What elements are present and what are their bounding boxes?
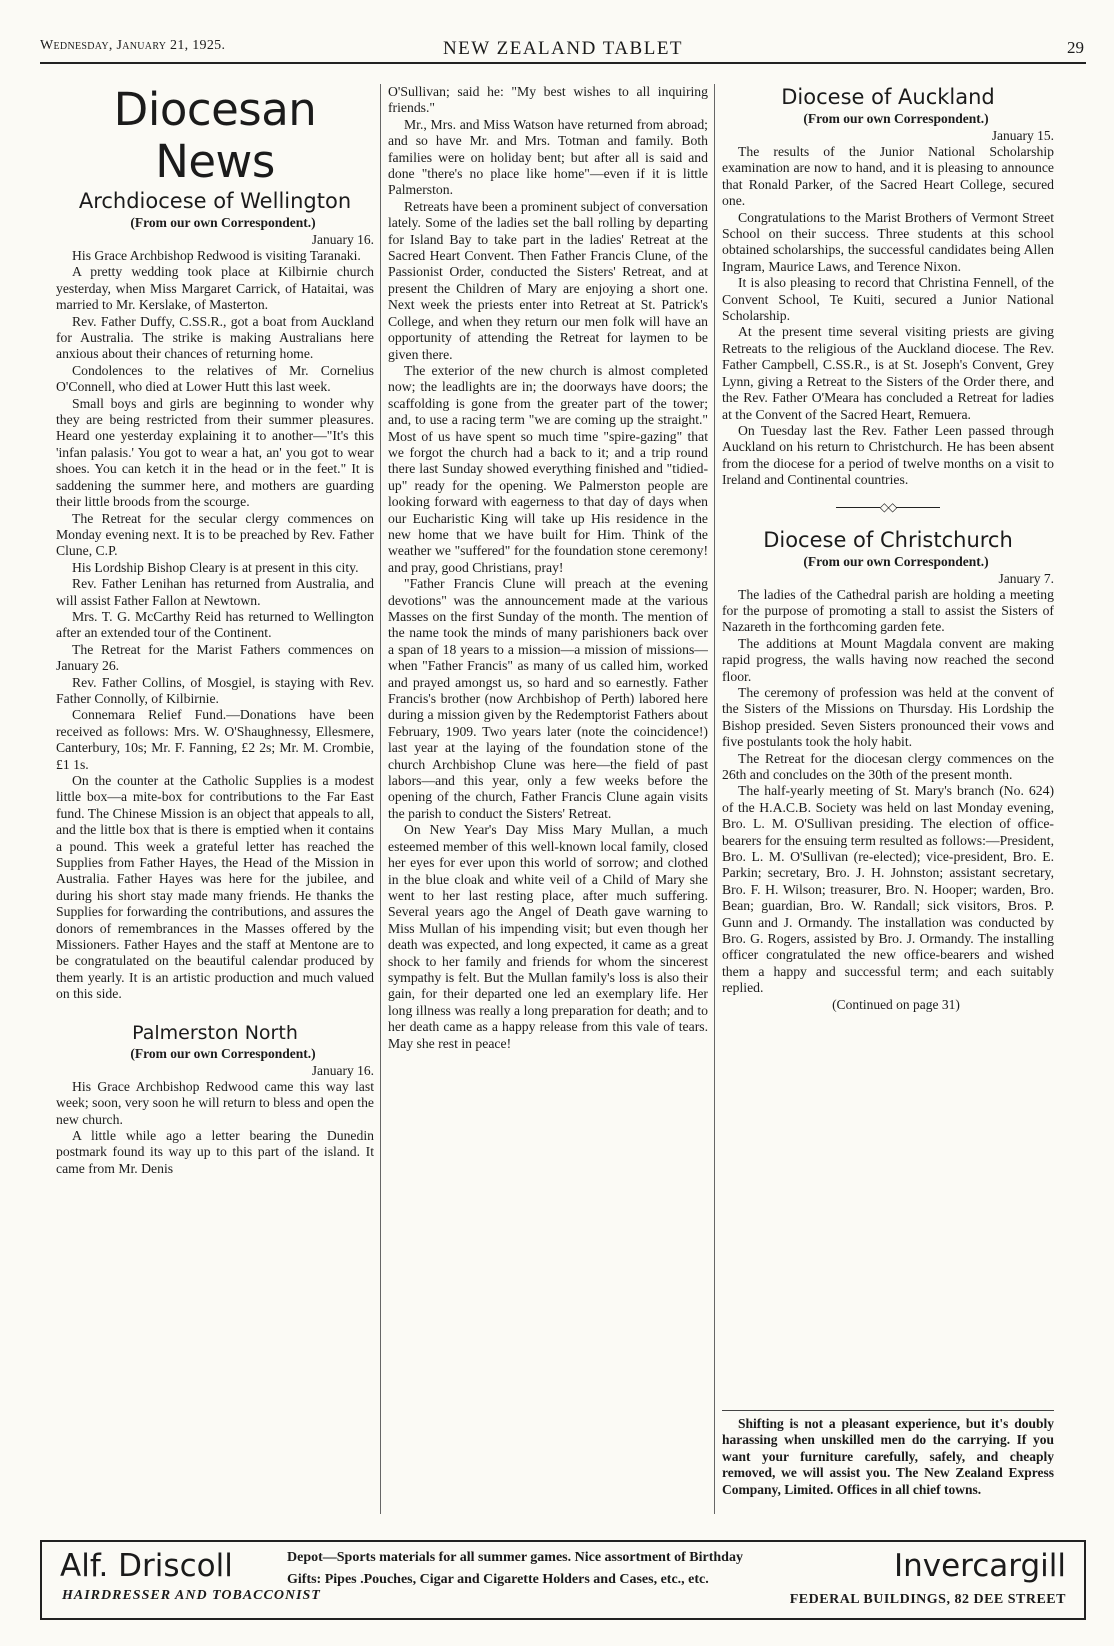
paragraph: The Retreat for the Marist Fathers commences on January 26. bbox=[56, 641, 374, 674]
correspondent-note: (From our own Correspondent.) bbox=[803, 553, 989, 569]
paragraph: O'Sullivan; said he: "My best wishes to all inquiring friends." bbox=[388, 84, 708, 116]
paragraph: His Grace Archbishop Redwood came this way last week; soon, very soon he will return to bless and open the new church. bbox=[56, 1078, 374, 1127]
section-title-christchurch: Diocese of Christchurch bbox=[763, 527, 1013, 552]
paragraph: On Tuesday last the Rev. Father Leen passed through Auckland on his return to Christchurch. He has been absent from the diocese for a period of twelve months on a visit to Ireland and Continental countries. bbox=[722, 422, 1054, 488]
section-divider bbox=[722, 499, 1054, 515]
advertiser-name: Alf. Driscoll bbox=[60, 1548, 233, 1584]
paragraph: Small boys and girls are beginning to wonder why they are being restricted from their summer pleasures. Heard one yesterday explaining it to another—"It's this 'infan palasis.' You got to wear a hat, an' you got to wear shoes. You can ketch it in the head or in the feet." It is saddening the summer here, and mothers are guarding their little broods from the scourge. bbox=[56, 395, 374, 510]
paragraph: A pretty wedding took place at Kilbirnie church yesterday, when Miss Margaret Carrick, of Hataitai, was married to Mr. Kerslake, of Masterton. bbox=[56, 264, 374, 313]
dateline: January 16. bbox=[311, 1062, 374, 1078]
section-title-wellington: Archdiocese of Wellington bbox=[78, 189, 352, 213]
paragraph: His Grace Archbishop Redwood is visiting Taranaki. bbox=[72, 248, 361, 263]
advertisement bbox=[40, 1540, 1086, 1620]
paragraph: The Retreat for the secular clergy commences on Monday evening next. It is to be preached by Rev. Father Clune, C.P. bbox=[56, 510, 374, 559]
column-rule bbox=[714, 84, 715, 1514]
dateline: January 15. bbox=[991, 128, 1054, 143]
paragraph: Mr., Mrs. and Miss Watson have returned from abroad; and so have Mr. and Mrs. Totman and family. Both families were on holiday bent; but after all is said and done "there's no place like home"—even if it is little Palmerston. bbox=[388, 116, 708, 198]
advert-text-line: Depot—Sports materials for all summer games. Nice assortment of Birthday bbox=[287, 1550, 743, 1565]
paragraph: Congratulations to the Marist Brothers of Vermont Street School on their success. Three students at this school obtained scholarships, the successful candidates being Allen Ingram, Maurice Laws, and Terence Nixon. bbox=[722, 209, 1054, 274]
paragraph: The exterior of the new church is almost completed now; the leadlights are in; the doorways have doors; the scaffolding is gone from the greater part of the tower; and, to use a racing term "we are coming up the straight." Most of us have spent so much time "spire-gazing" that we forgot the church had a back to it; and a trip round there last Sunday showed everything finished and "tidied-up" ready for the opening. We Palmerston people are looking forward with eagerness to that day of days when our Eucharistic King will take up His residence in the new home that we have built for Him. Think of the weather we "suffered" for the foundation stone ceremony! and pray, good Christians, pray! bbox=[388, 362, 708, 575]
continued-note: (Continued on page 31) bbox=[832, 996, 960, 1012]
advertiser-city: Invercargill bbox=[893, 1548, 1066, 1584]
paragraph: It is also pleasing to record that Christina Fennell, of the Convent School, Te Kuiti, secured a Junior National Scholarship. bbox=[722, 275, 1054, 324]
paragraph: A little while ago a letter bearing the Dunedin postmark found its way up to this part of the island. It came from Mr. Denis bbox=[56, 1127, 374, 1176]
paragraph: On the counter at the Catholic Supplies is a modest little box—a mite-box for contributions to the Far East fund. The Chinese Mission is an object that appeals to all, and the little box that is there is emptied when it contains a pound. This week a grateful letter has reached the Supplies from Father Hayes, the Head of the Mission in Australia. Father Hayes was here for the jubilee, and during his short stay made many friends. He thanks the Supplies for forwarding the contributions, and assures the donors of remembrances in the Masses offered by the Missioners. Father Hayes and the staff at Mentone are to be congratulated on the beautiful calendar produced by them yearly. It is an artistic production and much valued on this side. bbox=[56, 773, 374, 1002]
paragraph: At the present time several visiting priests are giving Retreats to the religious of the Auckland diocese. The Rev. Father Campbell, C.SS.R., is at St. Joseph's Convent, Grey Lynn, giving a Retreat to the Sisters of the Order there, and the Rev. Father O'Meara has concluded a Retreat for ladies at the Convent of the Sacred Heart, Remuera. bbox=[722, 324, 1054, 422]
correspondent-note: (From our own Correspondent.) bbox=[130, 215, 316, 230]
paragraph: Retreats have been a prominent subject of conversation lately. Some of the ladies set the ball rolling by departing for Island Bay to take part in the ladies' Retreat at the Sacred Heart Convent. Then Father Francis Clune, of the Passionist Order, conducted the Sisters' Retreat, and at present the Children of Mary are enjoying a short one. Next week the priests enter into Retreat at St. Patrick's College, and when they return our men folk will have an opportunity of attending the Retreat for laymen to be given there. bbox=[388, 198, 708, 362]
advertiser-trade: HAIRDRESSER AND TOBACCONIST bbox=[62, 1588, 321, 1603]
column-two bbox=[388, 84, 708, 1534]
paragraph: Condolences to the relatives of Mr. Cornelius O'Connell, who died at Lower Hutt this last week. bbox=[56, 362, 374, 395]
page-title: Diocesan News bbox=[113, 84, 317, 188]
paragraph: The additions at Mount Magdala convent are making rapid progress, the walls having now reached the second floor. bbox=[722, 635, 1054, 684]
paragraph: Rev. Father Collins, of Mosgiel, is staying with Rev. Father Connolly, of Kilbirnie. bbox=[56, 674, 374, 706]
express-company-notice bbox=[722, 1410, 1054, 1498]
page-number: 29 bbox=[1067, 38, 1084, 57]
correspondent-note: (From our own Correspondent.) bbox=[803, 111, 989, 126]
advertiser-address: FEDERAL BUILDINGS, 82 DEE STREET bbox=[789, 1592, 1066, 1607]
paragraph: Connemara Relief Fund.—Donations have been received as follows: Mrs. W. O'Shaughnessy, Ellesmere, Canterbury, 10s; Mr. F. Fanning, £2 2s; Mr. M. Crombie, £1 1s. bbox=[56, 707, 374, 772]
notice-text: Shifting is not a pleasant experience, but it's doubly harassing when unskilled men do the carrying. If you want your furniture carefully, safely, and cheaply removed, we will assist you. The New Zealand Express Company, Limited. Offices in all chief towns. bbox=[722, 1416, 1054, 1497]
issue-date: Wednesday, January 21, 1925. bbox=[40, 38, 226, 53]
paragraph: The Retreat for the diocesan clergy commences on the 26th and concludes on the 30th of the present month. bbox=[722, 750, 1054, 782]
column-rule bbox=[380, 84, 381, 1514]
advert-text-line: Gifts: Pipes .Pouches, Cigar and Cigarette Holders and Cases, etc., etc. bbox=[287, 1572, 709, 1587]
paragraph: His Lordship Bishop Cleary is at present in this city. bbox=[72, 559, 359, 575]
paragraph: The results of the Junior National Scholarship examination are now to hand, and it is pleasing to announce that Ronald Parker, of the Sacred Heart College, secured one. bbox=[722, 144, 1054, 209]
paragraph: On New Year's Day Miss Mary Mullan, a much esteemed member of this well-known local family, closed her eyes for ever upon this world of sorrow; and clothed in the blue cloak and white veil of a Child of Mary she went to her last resting place, after much suffering. Several years ago the Angel of Death gave warning to Miss Mullan of his impending visit; but even though her death was expected, and long expected, it came as a great shock to her family and friends for whom the sincerest sympathy is felt. But the Mullan family's loss is also their gain, for their departed one led an exemplary life. Her long illness was really a long preparation for death; and to her death came as a happy release from this vale of tears. May she rest in peace! bbox=[388, 822, 708, 1051]
paragraph: Rev. Father Lenihan has returned from Australia, and will assist Father Fallon at Newtown. bbox=[56, 576, 374, 608]
paragraph: The ceremony of profession was held at the convent of the Sisters of the Missions on Thursday. His Lordship the Bishop presided. Seven Sisters pronounced their vows and five postulants took the holy habit. bbox=[722, 684, 1054, 750]
dateline: January 7. bbox=[998, 570, 1054, 586]
publication-title: NEW ZEALAND TABLET bbox=[442, 38, 684, 59]
section-title-auckland: Diocese of Auckland bbox=[781, 85, 995, 109]
paragraph: "Father Francis Clune will preach at the evening devotions" was the announcement made at the various Masses on the first Sunday of the month. The mention of the name took the minds of many parishioners back over a span of 18 years to a mission—a mission of missions—when "Father Francis" as many of us called him, worked and prayed amongst us, so hard and so earnestly. Father Francis's brother (now Archbishop of Perth) labored here during a mission given by the Redemptorist Fathers about February, 1909. Two years later (note the coincidence!) last year at the laying of the foundation stone of the church Archbishop Clune was here—the field of past labors—and this year, only a few weeks before the opening of the church, Father Francis Clune again visits the parish to conduct the Sisters' Retreat. bbox=[388, 576, 708, 821]
dateline: January 16. bbox=[311, 232, 374, 247]
column-three bbox=[722, 84, 1054, 1464]
column-one bbox=[56, 84, 374, 1534]
paragraph: The half-yearly meeting of St. Mary's branch (No. 624) of the H.A.C.B. Society was held on last Monday evening, Bro. L. M. O'Sullivan presiding. The election of office-bearers for the ensuing term resulted as follows:—President, Bro. L. M. O'Sullivan (re-elected); vice-president, Bro. E. Parkin; secretary, Bro. J. H. Johnston; assistant secretary, Bro. F. H. Wilson; treasurer, Bro. N. Hooper; warden, Bro. Bean; guardian, Bro. W. Randall; sick visitors, Bros. P. Gunn and J. Ormandy. The installation was conducted by Bro. G. Rogers, assisted by Bro. J. Ormandy. The installing officer congratulated the new office-bearers and wished them a happy and successful term; and each suitably replied. bbox=[722, 783, 1054, 996]
divider-ornament: ◇◇ bbox=[879, 499, 897, 514]
section-title-palmerston: Palmerston North bbox=[132, 1021, 298, 1044]
paragraph: Rev. Father Duffy, C.SS.R., got a boat from Auckland for Australia. The strike is making Australians here anxious about their chances of returning home. bbox=[56, 313, 374, 362]
paragraph: The ladies of the Cathedral parish are holding a meeting for the purpose of promoting a stall to assist the Sisters of Nazareth in the forthcoming garden fete. bbox=[722, 586, 1054, 635]
paragraph: Mrs. T. G. McCarthy Reid has returned to Wellington after an extended tour of the Continent. bbox=[56, 608, 374, 641]
masthead bbox=[40, 38, 1086, 64]
correspondent-note: (From our own Correspondent.) bbox=[130, 1045, 316, 1061]
